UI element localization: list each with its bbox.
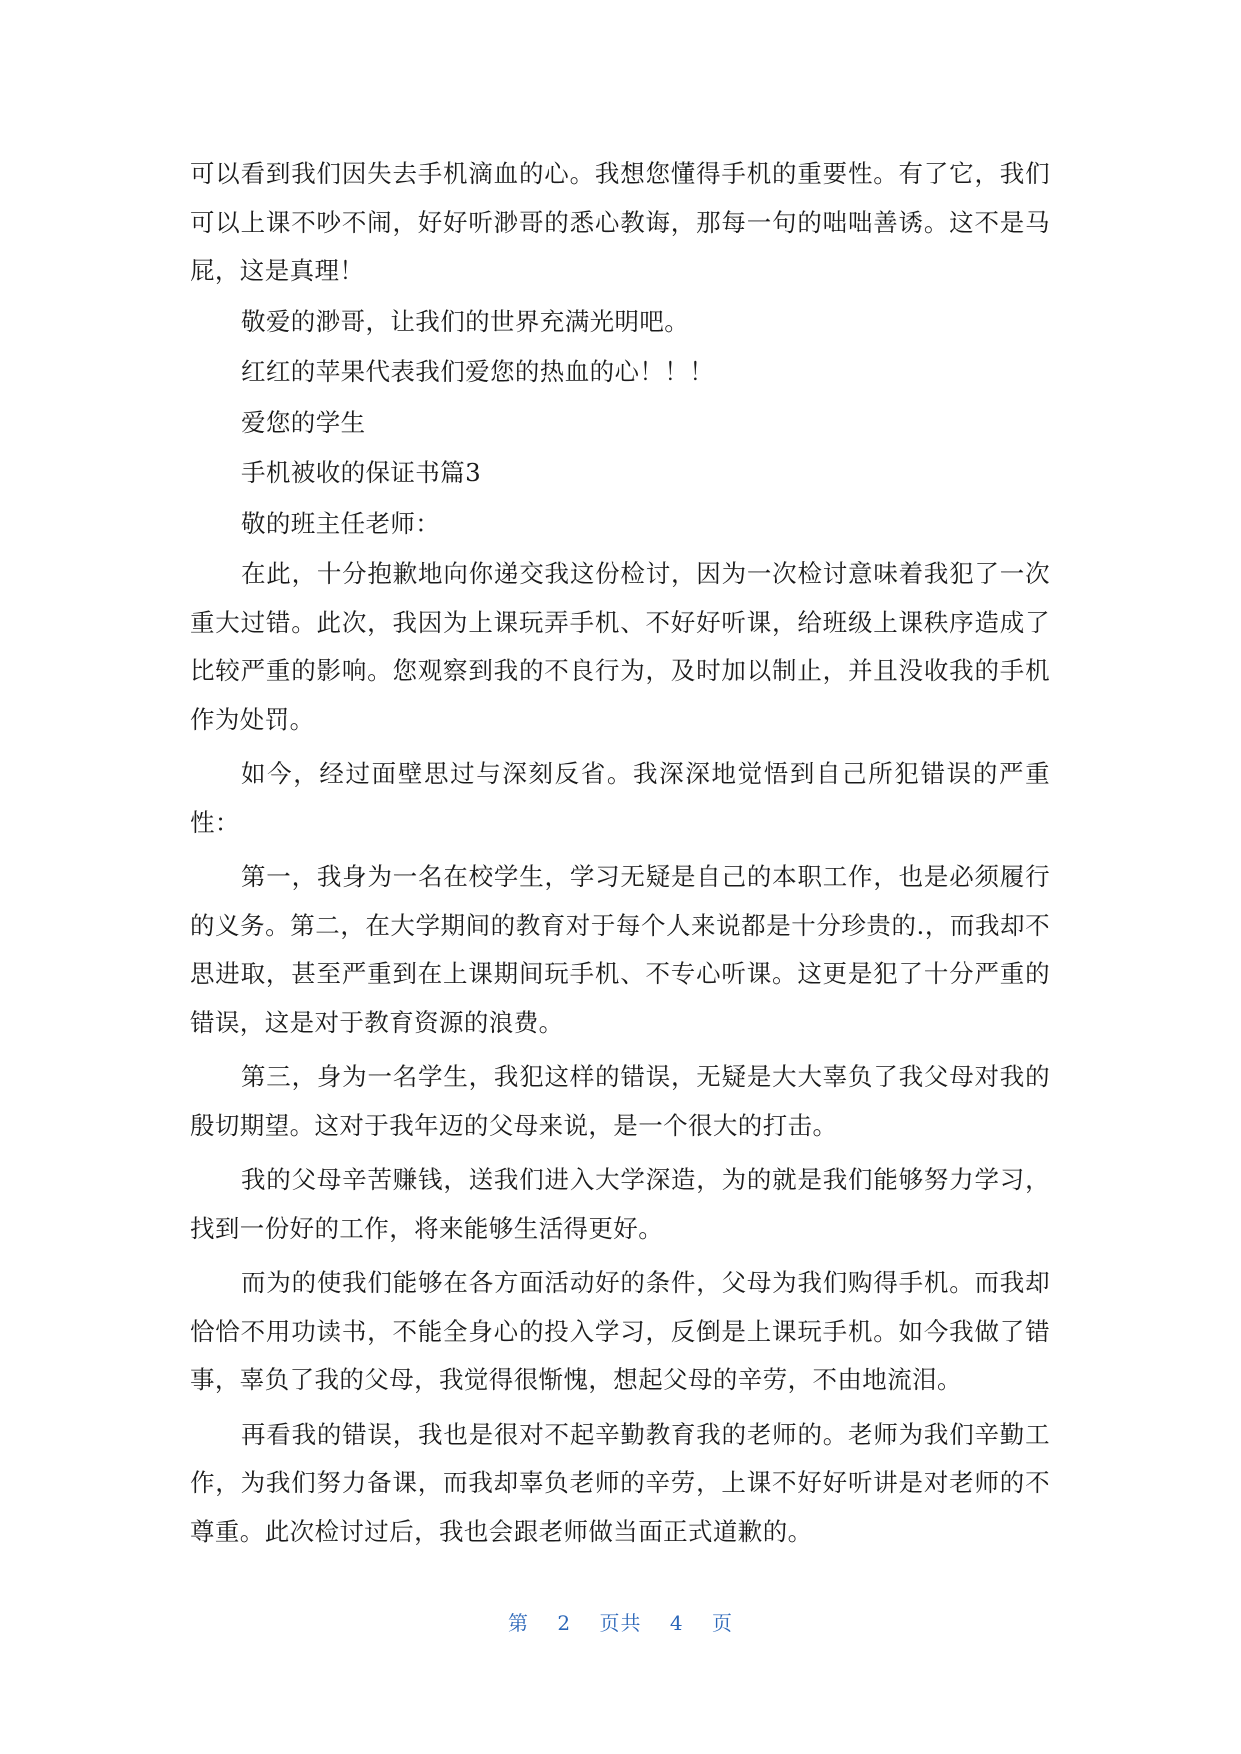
paragraph-2: 敬爱的渺哥，让我们的世界充满光明吧。 (241, 306, 690, 336)
section-heading: 手机被收的保证书篇3 (241, 458, 482, 487)
footer-total-pages: 4 (669, 1611, 684, 1635)
footer-suffix: 页 (711, 1611, 733, 1635)
paragraph-9: 第一，我身为一名在校学生，学习无疑是自己的本职工作，也是必须履行的义务。第二，在大学期间的教育对于每个人来说都是十分珍贵的.，而我却不思进取，甚至严重到在上课期间玩手机、不专心听课。这更是犯了十分严重的错误，这是对于教育资源的浪费。 (190, 862, 1050, 1037)
paragraph-7: 在此，十分抱歉地向你递交我这份检讨，因为一次检讨意味着我犯了一次重大过错。此次，我因为上课玩弄手机、不好好听课，给班级上课秩序造成了比较严重的影响。您观察到我的不良行为，及时加以制止，并且没收我的手机作为处罚。 (190, 559, 1050, 734)
paragraph-11: 我的父母辛苦赚钱，送我们进入大学深造，为的就是我们能够努力学习，找到一份好的工作，将来能够生活得更好。 (190, 1165, 1050, 1243)
salutation: 敬的班主任老师： (241, 508, 441, 538)
footer-current-page: 2 (557, 1611, 572, 1635)
page-footer (0, 1607, 1241, 1636)
footer-middle: 页共 (599, 1611, 642, 1635)
paragraph-10: 第三，身为一名学生，我犯这样的错误，无疑是大大辜负了我父母对我的殷切期望。这对于我年迈的父母来说，是一个很大的打击。 (190, 1062, 1050, 1140)
paragraph-12: 而为的使我们能够在各方面活动好的条件，父母为我们购得手机。而我却恰恰不用功读书，不能全身心的投入学习，反倒是上课玩手机。如今我做了错事，辜负了我的父母，我觉得很惭愧，想起父母的辛劳，不由地流泪。 (190, 1268, 1050, 1394)
paragraph-13: 再看我的错误，我也是很对不起辛勤教育我的老师的。老师为我们辛勤工作，为我们努力备课，而我却辜负老师的辛劳，上课不好好听讲是对老师的不尊重。此次检讨过后，我也会跟老师做当面正式道歉的。 (190, 1419, 1050, 1546)
footer-prefix: 第 (508, 1611, 530, 1635)
paragraph-8: 如今，经过面壁思过与深刻反省。我深深地觉悟到自己所犯错误的严重性： (190, 759, 1050, 837)
signature-line: 爱您的学生 (241, 407, 366, 437)
paragraph-3: 红红的苹果代表我们爱您的热血的心！！！ (241, 357, 715, 386)
document-body (190, 150, 1050, 1556)
paragraph-1: 可以看到我们因失去手机滴血的心。我想您懂得手机的重要性。有了它，我们可以上课不吵不闹，好好听渺哥的悉心教诲，那每一句的咄咄善诱。这不是马屁，这是真理！ (190, 159, 1050, 285)
